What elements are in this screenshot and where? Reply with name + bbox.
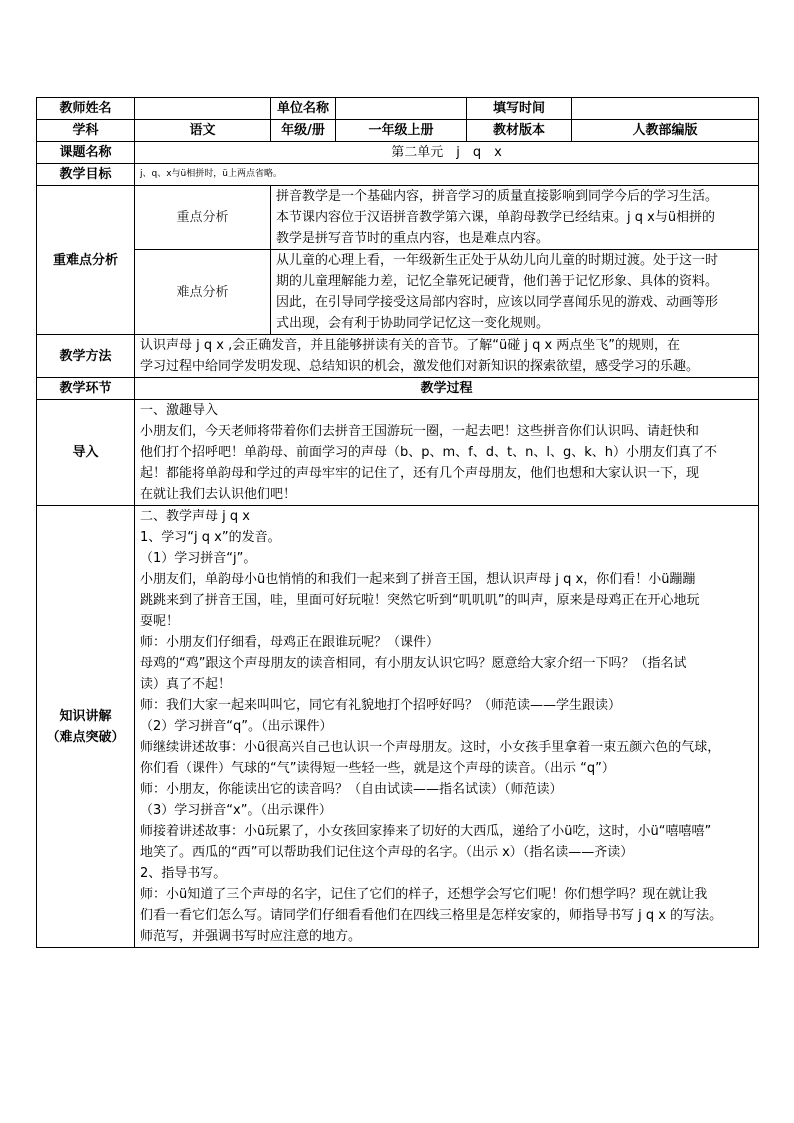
method-text <box>135 335 759 378</box>
text-line: 因此，在引导同学接受这局部内容时，应该以同学喜闻乐见的游戏、动画等形 <box>276 295 719 310</box>
text-line: 拼音教学是一个基础内容，拼音学习的质量直接影响到同学今后的学习生活。 <box>276 189 719 204</box>
difficulty-key-row <box>37 186 759 250</box>
text-line: 本节课内容位于汉语拼音教学第六课，单韵母教学已经结束。j q x与ü相拼的 <box>276 210 716 225</box>
text-line: 读）真了不起！ <box>140 677 232 692</box>
text-line: 1、学习“j q x”的发音。 <box>140 530 281 545</box>
topic-label: 课题名称 <box>37 142 135 164</box>
process-header-row <box>37 378 759 400</box>
goal-label: 教学目标 <box>37 164 135 186</box>
header-row <box>37 98 759 120</box>
method-label: 教学方法 <box>37 335 135 378</box>
difficulty-label: 重难点分析 <box>37 186 135 335</box>
text-line: 期的儿童理解能力差，记忆全靠死记硬背，他们善于记忆形象、具体的资料。 <box>276 274 719 289</box>
text-line: 起！都能将单韵母和学过的声母牢牢的记住了，还有几个声母朋友，他们也想和大家认识一下，现 <box>140 466 700 481</box>
text-line: 二、教学声母 j q x <box>140 509 250 524</box>
teacher-name-value <box>135 98 271 120</box>
text-line: 地笑了。西瓜的“西”可以帮助我们记住这个声母的名字。（出示 x）（指名读——齐读） <box>140 845 634 860</box>
text-line: 在就让我们去认识他们吧！ <box>140 487 297 502</box>
text-line: 学习过程中给同学发明发现、总结知识的机会，激发他们对新知识的探索欲望，感受学习的乐趣。 <box>140 359 700 374</box>
text-line: 师范写，并强调书写时应注意的地方。 <box>140 929 362 944</box>
text-line: （2）学习拼音“q”。（出示课件） <box>140 719 333 734</box>
text-line: 师：我们大家一起来叫叫它，同它有礼貌地打个招呼好吗？（师范读——学生跟读） <box>140 698 622 713</box>
text-line: 师接着讲述故事：小ü玩累了，小女孩回家捧来了切好的大西瓜，递给了小ü吃，这时，小ü“嘻嘻嘻” <box>140 824 712 839</box>
text-line: 小朋友们，单韵母小ü也悄悄的和我们一起来到了拼音王国，想认识声母 j q x，你们看！小ü蹦蹦 <box>140 572 696 587</box>
text-line: 师：小朋友们仔细看，母鸡正在跟谁玩呢？（课件） <box>140 635 440 650</box>
method-row <box>37 335 759 378</box>
text-line: 教学是拼写音节时的重点内容，也是难点内容。 <box>276 231 550 246</box>
subject-row <box>37 120 759 142</box>
text-line: 师继续讲述故事：小ü很高兴自己也认识一个声母朋友。这时，小女孩手里拿着一束五颜六色的气球， <box>140 740 721 755</box>
text-line: 一、激趣导入 <box>140 403 219 418</box>
difficulty-hard-row <box>37 250 759 335</box>
text-line: 小朋友们，今天老师将带着你们去拼音王国游玩一圈，一起去吧！这些拼音你们认识吗、请赶快和 <box>140 424 700 439</box>
key-analysis-text <box>271 186 759 250</box>
subject-label: 学科 <box>37 120 135 142</box>
intro-label: 导入 <box>37 400 135 506</box>
text-line: 你们看（课件）气球的“气”读得短一些轻一些，就是这个声母的读音。（出示 “q”） <box>140 761 615 776</box>
key-analysis-label: 重点分析 <box>135 186 271 250</box>
text-line: （1）学习拼音“j”。 <box>140 551 257 566</box>
text-line: 师：小ü知道了三个声母的名字，记住了它们的样子，还想学会写它们呢！你们想学吗？现在就让我 <box>140 887 708 902</box>
lesson-plan-table <box>36 97 759 948</box>
text-line: 认识声母 j q x ,会正确发音，并且能够拼读有关的音节。了解“ü碰 j q x 两点坐飞”的规则，在 <box>140 338 681 353</box>
grade-label: 年级/册 <box>271 120 336 142</box>
teacher-name-label: 教师姓名 <box>37 98 135 120</box>
subject-value: 语文 <box>135 120 271 142</box>
hard-analysis-text <box>271 250 759 335</box>
text-line: （3）学习拼音“x”。（出示课件） <box>140 803 332 818</box>
knowledge-row <box>37 506 759 948</box>
text-line: 从儿童的心理上看，一年级新生正处于从幼儿向儿童的时期过渡。处于这一时 <box>276 253 719 268</box>
unit-name-label: 单位名称 <box>271 98 336 120</box>
text-line: 师：小朋友，你能读出它的读音吗？（自由试读——指名试读）（师范读） <box>140 782 563 797</box>
knowledge-label-line1: 知识讲解 <box>59 708 112 724</box>
text-line: 2、指导书写。 <box>140 866 227 881</box>
text-line: 式出现，会有利于协助同学记忆这一变化规则。 <box>276 316 550 331</box>
text-line: 母鸡的“鸡”跟这个声母朋友的读音相同，有小朋友认识它吗？愿意给大家介绍一下吗？（指名试 <box>140 656 687 671</box>
process-label: 教学过程 <box>135 378 759 400</box>
hard-analysis-label: 难点分析 <box>135 250 271 335</box>
topic-row <box>37 142 759 164</box>
edition-value: 人教部编版 <box>572 120 759 142</box>
goal-row <box>37 164 759 186</box>
intro-row <box>37 400 759 506</box>
grade-value: 一年级上册 <box>336 120 467 142</box>
topic-value: 第二单元 j q x <box>135 142 759 164</box>
goal-value: j、q、x与ü相拼时，ü上两点省略。 <box>135 164 759 186</box>
knowledge-label <box>37 506 135 948</box>
unit-name-value <box>336 98 467 120</box>
knowledge-text <box>135 506 759 948</box>
fill-time-label: 填写时间 <box>467 98 572 120</box>
knowledge-label-line2: （难点突破） <box>46 729 125 745</box>
edition-label: 教材版本 <box>467 120 572 142</box>
fill-time-value <box>572 98 759 120</box>
text-line: 他们打个招呼吧！单韵母、前面学习的声母（b、p、m、f、d、t、n、l、g、k、h）小朋友们真了不 <box>140 445 717 460</box>
text-line: 跳跳来到了拼音王国，哇，里面可好玩啦！突然它听到“叽叽叽”的叫声，原来是母鸡正在开心地玩 <box>140 593 700 608</box>
text-line: 耍呢！ <box>140 614 180 629</box>
intro-text <box>135 400 759 506</box>
process-stage-label: 教学环节 <box>37 378 135 400</box>
text-line: 们看一看它们怎么写。请同学们仔细看看他们在四线三格里是怎样安家的，师指导书写 j q x 的写法。 <box>140 908 723 923</box>
